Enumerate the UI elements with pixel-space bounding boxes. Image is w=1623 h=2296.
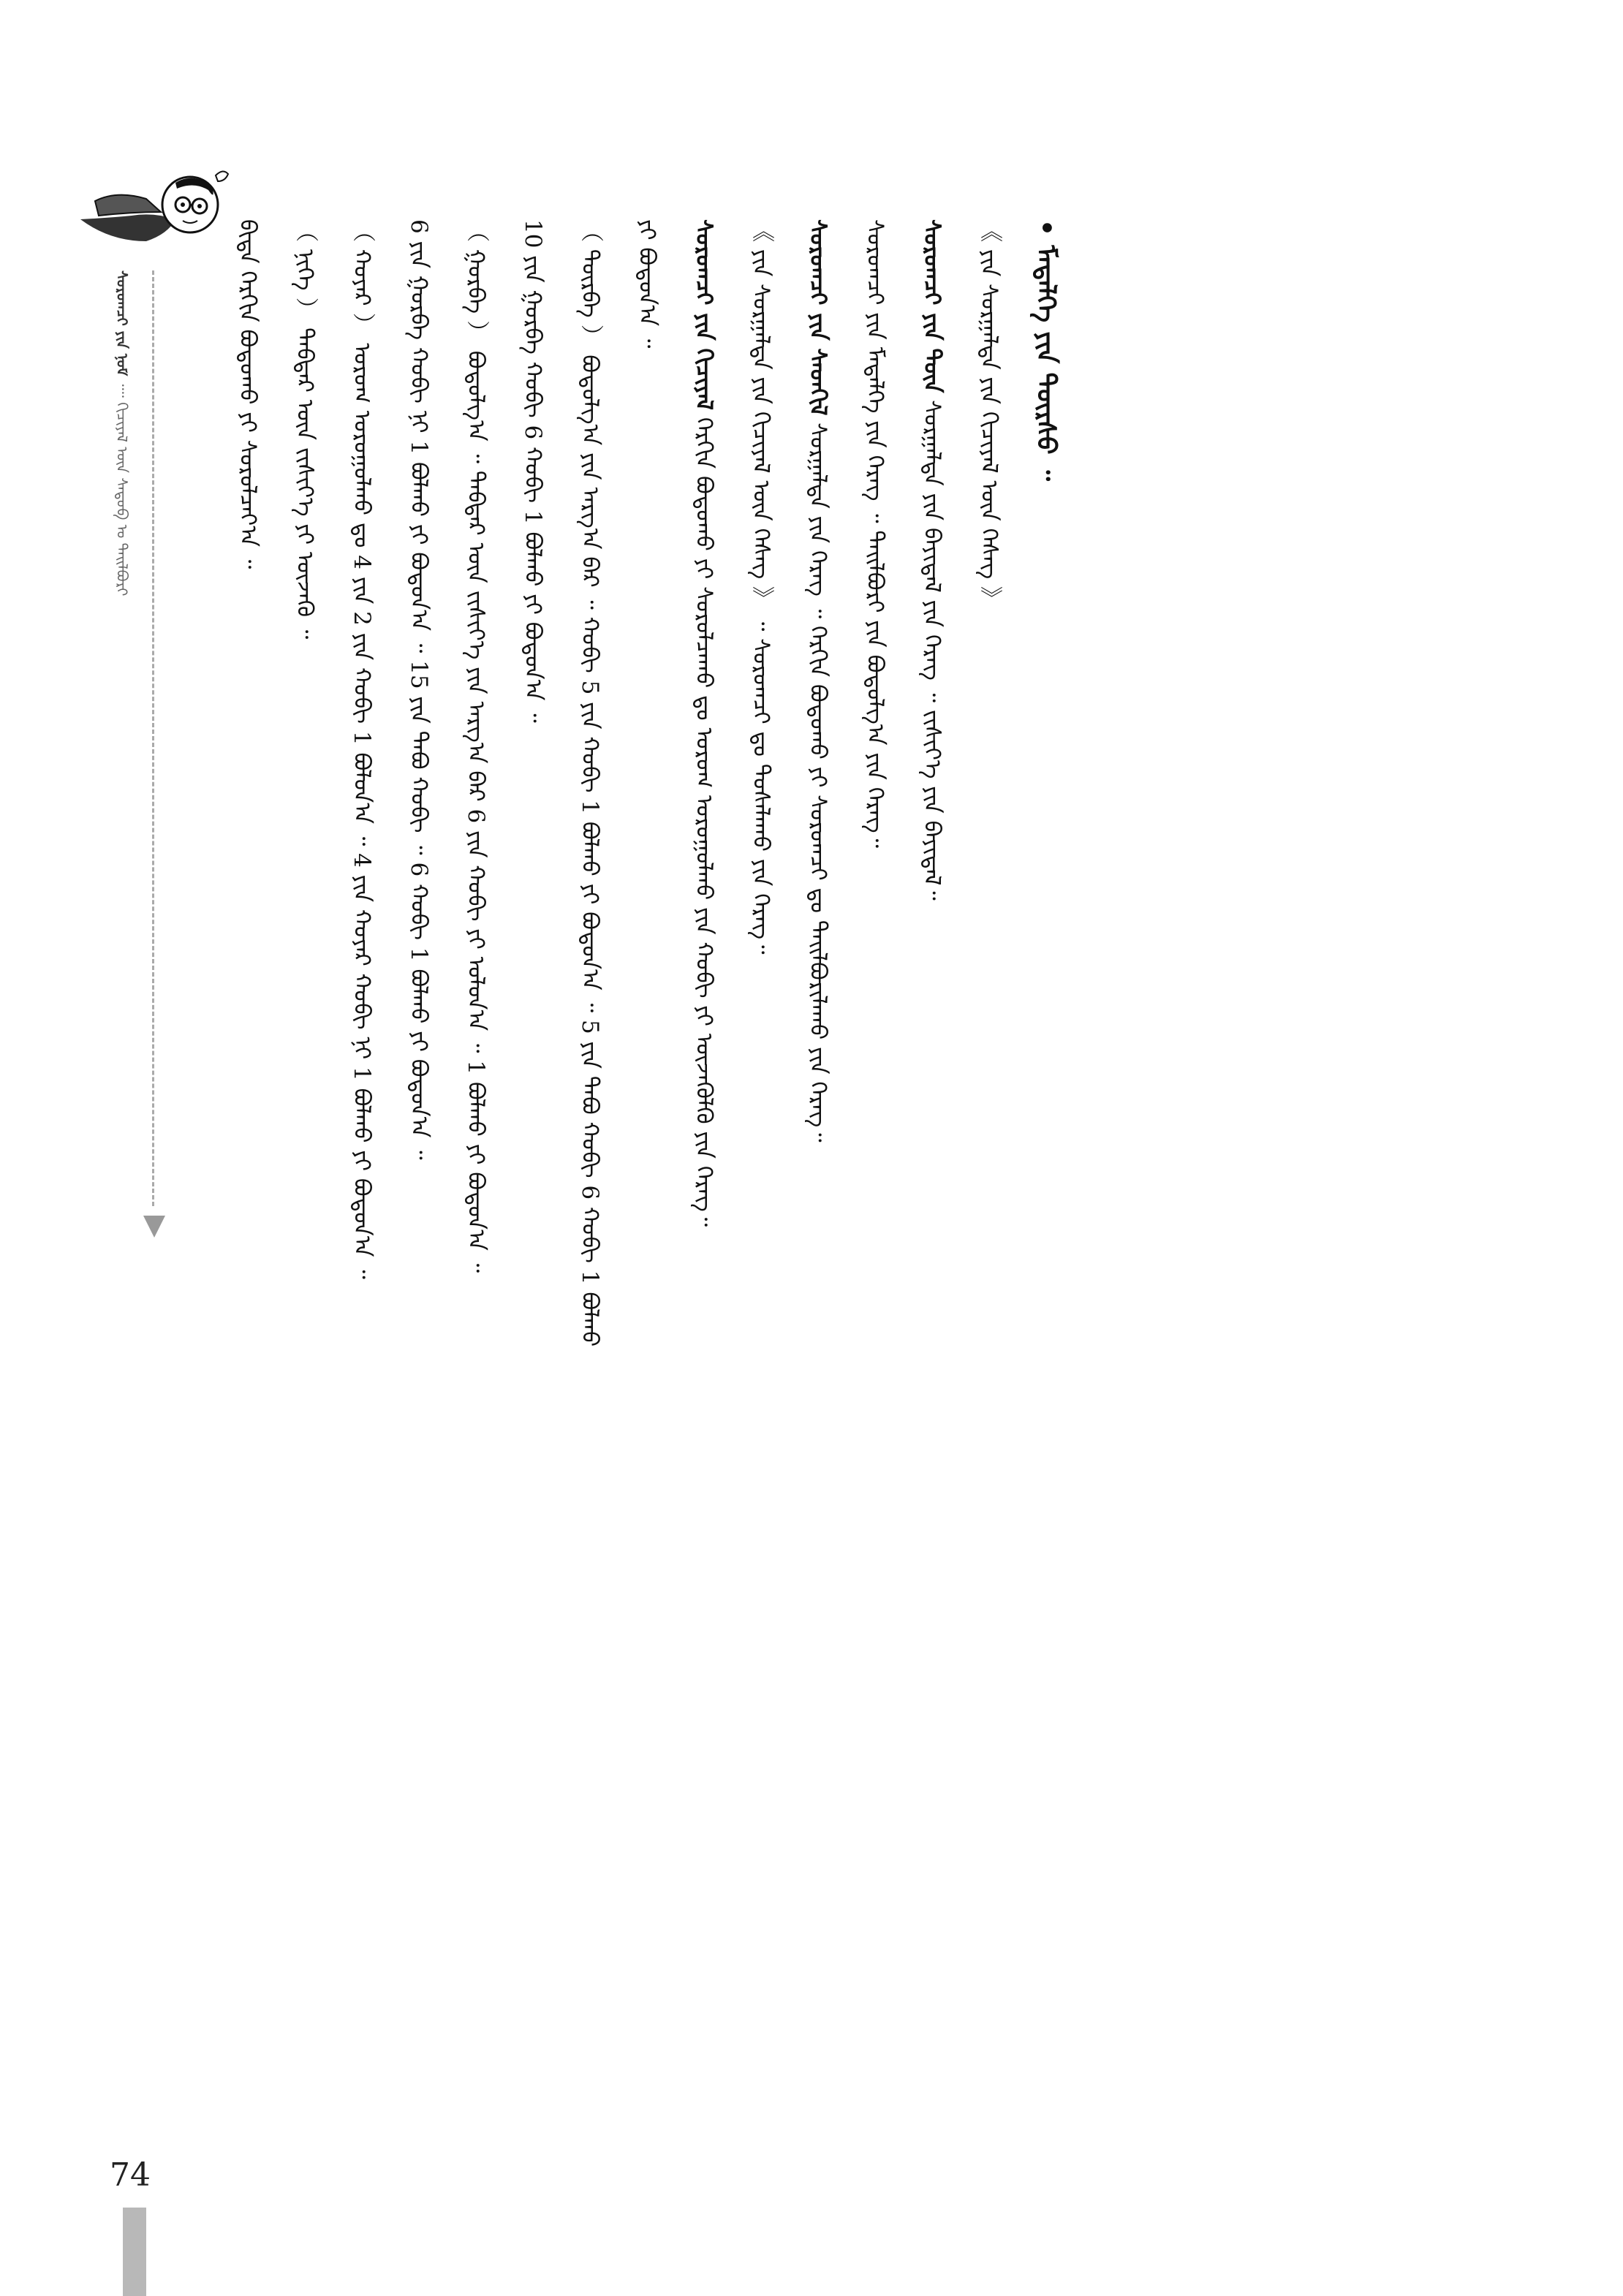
paragraph: ᠶᠢ ᠪᠣᠳᠣᠨ᠎ᠠ ᠃: [634, 219, 660, 349]
bullet-heading: • ᠮᠡᠳᠡᠯᠭᠡ ᠶᠢᠨ ᠳᠦᠷᠰᠦ ᠃: [1031, 219, 1062, 481]
triangle-marker-icon: [143, 1216, 165, 1238]
running-header: [110, 270, 139, 1221]
paragraph: （ ᠭᠤᠷᠪᠠ ） ᠪᠣᠳᠣᠯᠭ᠎ᠠ ᠃ ᠳᠡᠪᠲᠡᠷ ᠦᠨ ᠵᠢᠱᠢᠶ᠎ᠡ ᠶᠢᠨ ᠠᠷᠭ᠎ᠠ ᠪᠡᠷ 6 ᠶᠢᠨ ᠬᠤᠪᠢ ᠶᠢ ᠣᠯᠤᠨ᠎ᠠ ᠃ 1 ᠪᠣᠯᠬᠤ ᠶᠢ ᠪᠣᠳᠣᠨ᠎ᠠ ᠃: [463, 219, 489, 1273]
page-edge-bar: [123, 2208, 146, 2296]
bold-label: ᠰᠤᠷᠤᠭᠴᠢ ᠶᠢᠨ ᠳᠦᠨ: [919, 219, 945, 393]
paragraph: [676, 219, 733, 2193]
sidebar-divider: [152, 270, 154, 1206]
paragraph: ᠪᠢᠳᠡ ᠬᠡᠷᠬᠢᠨ ᠪᠣᠳᠣᠬᠤ ᠶᠢ ᠰᠤᠷᠤᠯᠴᠠᠶ᠎ᠠ ᠃: [235, 219, 261, 569]
bold-label: ᠰᠤᠷᠤᠭᠴᠢ ᠶᠢᠨ ᠰᠡᠳᠬᠢᠯ: [805, 219, 831, 416]
paragraph-text: ᠰᠤᠷᠭᠠᠯᠲᠠ ᠶᠢᠨ ᠪᠠᠶᠢᠳᠠᠯ ᠶᠢᠨ ᠬᠡᠷᠡᠭ ᠃ ᠵᠢᠱᠢᠶ᠎ᠡ ᠶᠢᠨ ᠪᠠᠶᠢᠳᠠᠯ᠃: [919, 393, 945, 901]
paragraph: （ ᠬᠣᠶᠠᠷ ） ᠤᠷᠤᠭ ᠣᠷᠤᠭᠤᠯᠬᠤ ᠳᠤ 4 ᠶᠢᠨ 2 ᠶᠢᠨ ᠬᠤᠪᠢ 1 ᠪᠣᠯᠤᠨ᠎ᠠ ᠃ 4 ᠶᠢᠨ ᠬᠣᠶᠠᠷ ᠬᠤᠪᠢ ᠨᠢ 1 ᠪᠣᠯᠬᠤ ᠶᠢ ᠪᠣᠳᠣᠨ᠎ᠠ ᠃: [349, 219, 375, 1279]
paragraph: （ ᠳᠥᠷᠪᠡ ） ᠪᠣᠳᠣᠯᠭ᠎ᠠ ᠶᠢᠨ ᠠᠷᠭ᠎ᠠ ᠪᠡᠷ ᠃ ᠬᠤᠪᠢ 5 ᠶᠢᠨ ᠬᠤᠪᠢ 1 ᠪᠣᠯᠬᠤ ᠶᠢ ᠪᠣᠳᠣᠨ᠎ᠠ ᠃ 5 ᠶᠢᠨ ᠲᠠᠪᠤ ᠬᠤᠪᠢ 6 ᠬᠤᠪᠢ 1 ᠪᠣᠯᠬᠤ: [577, 219, 603, 1347]
paragraph: [790, 219, 847, 2193]
paragraph-text: ᠬᠡᠷᠬᠢᠨ ᠪᠣᠳᠣᠬᠤ ᠶᠢ ᠰᠤᠷᠤᠯᠴᠠᠬᠤ ᠳᠤ ᠤᠷᠤᠭ ᠣᠷᠤᠭᠤᠯᠬᠤ ᠶᠢᠨ ᠬᠤᠪᠢ ᠶᠢ ᠦᠵᠡᠭᠦᠯᠬᠦ ᠶᠢᠨ ᠬᠡᠷᠡᠭ᠃: [691, 410, 717, 1227]
page-number: 74: [110, 2156, 151, 2194]
paragraph: 6 ᠶᠢᠨ ᠭᠤᠷᠪᠠ ᠬᠤᠪᠢ ᠨᠢ 1 ᠪᠣᠯᠬᠤ ᠶᠢ ᠪᠣᠳᠣᠨ᠎ᠠ ᠃ 15 ᠶᠢᠨ ᠲᠠᠪᠤ ᠬᠤᠪᠢ ᠃ 6 ᠬᠤᠪᠢ 1 ᠪᠣᠯᠬᠤ ᠶᠢ ᠪᠣᠳᠣᠨ᠎ᠠ ᠃: [406, 219, 432, 1160]
bold-label: ᠰᠤᠷᠤᠭᠴᠢ ᠶᠢᠨ ᠬᠢᠴᠢᠶᠡᠯ: [691, 219, 717, 411]
paragraph: [904, 219, 961, 2193]
boy-mascot-illustration: [66, 132, 234, 256]
body-text: [219, 219, 1433, 2193]
paragraph: （ ᠨᠢᠭᠡ ） ᠳᠡᠪᠲᠡᠷ ᠦᠨ ᠵᠢᠱᠢᠶ᠎ᠡ ᠶᠢ ᠦᠵᠡᠬᠦ ᠃: [292, 219, 318, 640]
paragraph: 《 ᠶᠢᠨ ᠰᠤᠷᠭᠠᠯᠲᠠ ᠶᠢᠨ ᠬᠢᠴᠢᠶᠡᠯ ᠦᠨ ᠬᠡᠰᠡᠭ 》 ᠃ ᠰᠤᠷᠤᠭᠴᠢ ᠳᠤ ᠲᠤᠰᠠᠯᠠᠬᠤ ᠶᠢᠨ ᠬᠡᠷᠡᠭ᠃: [748, 219, 774, 955]
running-header-lead: ᠰᠤᠷᠤᠭᠴᠢ ᠶᠢᠨ ᠨᠣᠮ: [113, 270, 131, 376]
paragraph: ᠰᠤᠷᠤᠭᠴᠢ ᠶᠢᠨ ᠮᠡᠳᠡᠯᠭᠡ ᠶᠢᠨ ᠬᠡᠷᠡᠭ ᠃ ᠲᠠᠢᠯᠪᠤᠷᠢ ᠶᠢᠨ ᠪᠣᠳᠣᠯᠭ᠎ᠠ ᠶᠢᠨ ᠬᠡᠷᠡᠭ᠃: [862, 219, 888, 849]
paragraph: 《 ᠶᠢᠨ ᠰᠤᠷᠭᠠᠯᠲᠠ ᠶᠢᠨ ᠬᠢᠴᠢᠶᠡᠯ ᠦᠨ ᠬᠡᠰᠡᠭ 》: [976, 219, 1002, 610]
paragraph: 10 ᠶᠢᠨ ᠭᠤᠷᠪᠠ ᠬᠤᠪᠢ 6 ᠬᠤᠪᠢ 1 ᠪᠣᠯᠬᠤ ᠶᠢ ᠪᠣᠳᠣᠨ᠎ᠠ ᠃: [520, 219, 546, 723]
paragraph-text: ᠰᠤᠷᠭᠠᠯᠲᠠ ᠶᠢᠨ ᠬᠡᠷᠡᠭ ᠃ ᠬᠡᠷᠬᠢᠨ ᠪᠣᠳᠣᠬᠤ ᠶᠢ ᠰᠤᠷᠤᠭᠴᠢ ᠳᠤ ᠲᠠᠢᠯᠪᠤᠷᠢᠯᠠᠬᠤ ᠶᠢᠨ ᠬᠡᠷᠡᠭ᠃: [805, 415, 831, 1143]
running-header-text: ᠁ ᠬᠢᠴᠢᠶᠡᠯ ᠦᠨ ᠰᠡᠳᠦᠪ ᠤ ᠲᠠᠢᠯᠪᠤᠷᠢ: [113, 376, 131, 596]
